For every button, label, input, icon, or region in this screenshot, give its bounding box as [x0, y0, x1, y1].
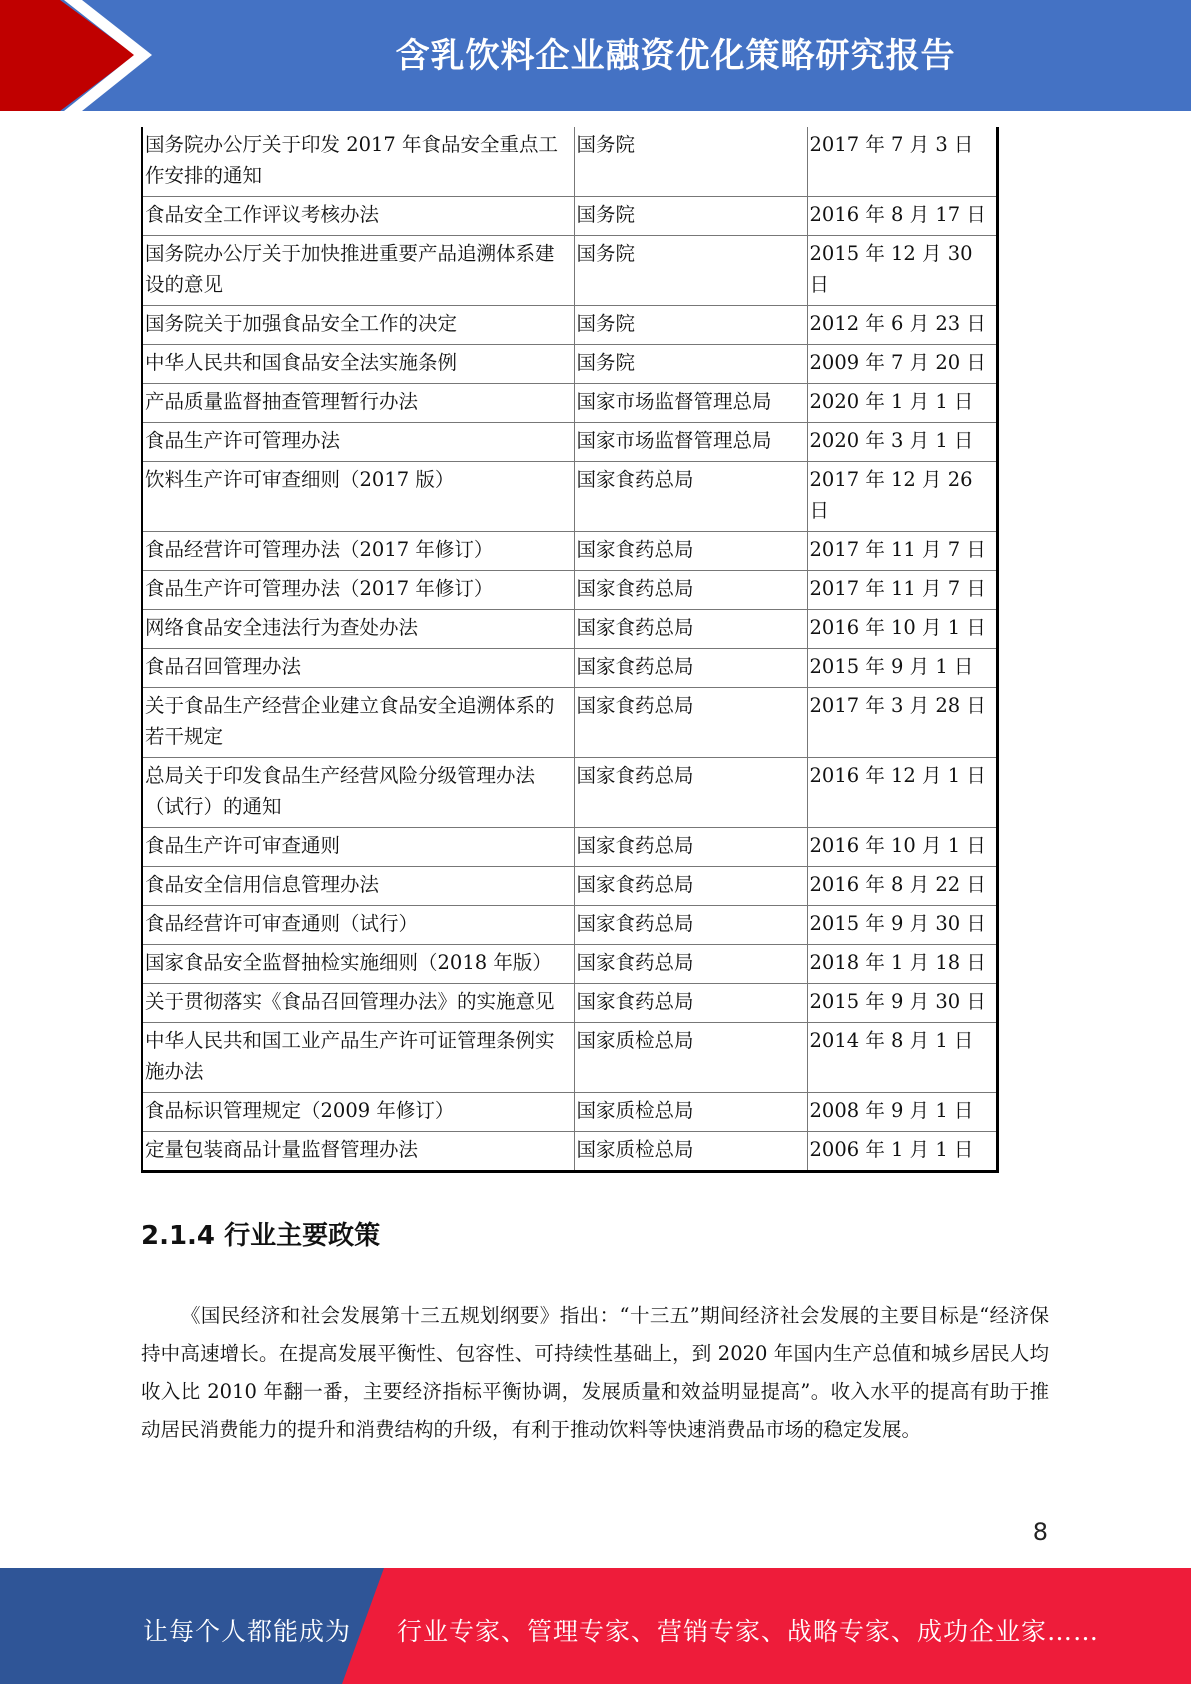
body-paragraph: 《国民经济和社会发展第十三五规划纲要》指出：“十三五”期间经济社会发展的主要目标是“经济保持中高速增长。在提高发展平衡性、包容性、可持续性基础上，到 2020 年国内生产总值和城乡居民人均收入比 2010 年翻一番，主要经济指标平衡协调，发展质量和效益明显提高”。收入水平的提高有助于推动居民消费能力的提升和消费结构的升级，有利于推动饮料等快速消费品市场的稳定发展。	[141, 1304, 1049, 1441]
issuing-authority-cell: 国家质检总局	[574, 1132, 807, 1172]
regulation-name-cell: 国务院办公厅关于印发 2017 年食品安全重点工作安排的通知	[142, 127, 574, 197]
table-row	[142, 462, 997, 532]
regulation-name-cell: 食品安全信用信息管理办法	[142, 867, 574, 906]
regulation-name-cell: 食品召回管理办法	[142, 649, 574, 688]
page-header	[0, 0, 1191, 111]
effective-date-cell: 2016 年 12 月 1 日	[807, 758, 997, 828]
issuing-authority-cell: 国家市场监督管理总局	[574, 423, 807, 462]
regulation-name-cell: 定量包装商品计量监督管理办法	[142, 1132, 574, 1172]
regulation-name-cell: 食品经营许可管理办法（2017 年修订）	[142, 532, 574, 571]
regulation-name-cell: 食品经营许可审查通则（试行）	[142, 906, 574, 945]
table-row	[142, 532, 997, 571]
table-row	[142, 758, 997, 828]
table-row	[142, 236, 997, 306]
issuing-authority-cell: 国家食药总局	[574, 462, 807, 532]
regulation-name-cell: 产品质量监督抽查管理暂行办法	[142, 384, 574, 423]
issuing-authority-cell: 国家食药总局	[574, 828, 807, 867]
effective-date-cell: 2016 年 10 月 1 日	[807, 610, 997, 649]
regulation-name-cell: 国务院关于加强食品安全工作的决定	[142, 306, 574, 345]
regulation-name-cell: 食品生产许可审查通则	[142, 828, 574, 867]
table-row	[142, 571, 997, 610]
effective-date-cell: 2015 年 9 月 1 日	[807, 649, 997, 688]
issuing-authority-cell: 国务院	[574, 127, 807, 197]
effective-date-cell: 2016 年 10 月 1 日	[807, 828, 997, 867]
regulation-name-cell: 关于贯彻落实《食品召回管理办法》的实施意见	[142, 984, 574, 1023]
table-row	[142, 688, 997, 758]
effective-date-cell: 2020 年 1 月 1 日	[807, 384, 997, 423]
report-title: 含乳饮料企业融资优化策略研究报告	[395, 36, 956, 76]
issuing-authority-cell: 国家食药总局	[574, 532, 807, 571]
table-row	[142, 345, 997, 384]
section-heading: 2.1.4 行业主要政策	[141, 1221, 381, 1251]
page-number: 8	[1032, 1518, 1048, 1546]
table-row	[142, 127, 997, 197]
footer-slogan-right: 行业专家、管理专家、营销专家、战略专家、成功企业家……	[397, 1617, 1100, 1646]
issuing-authority-cell: 国家食药总局	[574, 649, 807, 688]
issuing-authority-cell: 国家食药总局	[574, 571, 807, 610]
issuing-authority-cell: 国家食药总局	[574, 758, 807, 828]
effective-date-cell: 2015 年 12 月 30 日	[807, 236, 997, 306]
regulation-name-cell: 中华人民共和国工业产品生产许可证管理条例实施办法	[142, 1023, 574, 1093]
table-row	[142, 867, 997, 906]
footer-slogan-left: 让每个人都能成为	[143, 1617, 352, 1646]
issuing-authority-cell: 国家食药总局	[574, 867, 807, 906]
regulation-name-cell: 网络食品安全违法行为查处办法	[142, 610, 574, 649]
regulation-name-cell: 食品安全工作评议考核办法	[142, 197, 574, 236]
table-row	[142, 1093, 997, 1132]
regulation-name-cell: 关于食品生产经营企业建立食品安全追溯体系的若干规定	[142, 688, 574, 758]
issuing-authority-cell: 国务院	[574, 197, 807, 236]
page-footer	[0, 1568, 1191, 1684]
regulation-name-cell: 饮料生产许可审查细则（2017 版）	[142, 462, 574, 532]
effective-date-cell: 2016 年 8 月 22 日	[807, 867, 997, 906]
issuing-authority-cell: 国家食药总局	[574, 945, 807, 984]
regulation-name-cell: 总局关于印发食品生产经营风险分级管理办法（试行）的通知	[142, 758, 574, 828]
table-row	[142, 945, 997, 984]
issuing-authority-cell: 国家食药总局	[574, 688, 807, 758]
regulation-name-cell: 食品生产许可管理办法（2017 年修订）	[142, 571, 574, 610]
issuing-authority-cell: 国家食药总局	[574, 906, 807, 945]
effective-date-cell: 2014 年 8 月 1 日	[807, 1023, 997, 1093]
issuing-authority-cell: 国务院	[574, 345, 807, 384]
issuing-authority-cell: 国家质检总局	[574, 1023, 807, 1093]
table-row	[142, 1023, 997, 1093]
effective-date-cell: 2006 年 1 月 1 日	[807, 1132, 997, 1172]
header-arrow-icon	[0, 0, 160, 111]
effective-date-cell: 2017 年 11 月 7 日	[807, 532, 997, 571]
table-row	[142, 828, 997, 867]
effective-date-cell: 2015 年 9 月 30 日	[807, 984, 997, 1023]
effective-date-cell: 2009 年 7 月 20 日	[807, 345, 997, 384]
issuing-authority-cell: 国务院	[574, 306, 807, 345]
effective-date-cell: 2017 年 3 月 28 日	[807, 688, 997, 758]
regulation-name-cell: 食品标识管理规定（2009 年修订）	[142, 1093, 574, 1132]
regulation-name-cell: 国务院办公厅关于加快推进重要产品追溯体系建设的意见	[142, 236, 574, 306]
table-row	[142, 984, 997, 1023]
effective-date-cell: 2008 年 9 月 1 日	[807, 1093, 997, 1132]
issuing-authority-cell: 国家质检总局	[574, 1093, 807, 1132]
regulation-name-cell: 中华人民共和国食品安全法实施条例	[142, 345, 574, 384]
table-row	[142, 384, 997, 423]
issuing-authority-cell: 国家市场监督管理总局	[574, 384, 807, 423]
table-row	[142, 906, 997, 945]
regulation-name-cell: 国家食品安全监督抽检实施细则（2018 年版）	[142, 945, 574, 984]
table-row	[142, 610, 997, 649]
effective-date-cell: 2017 年 11 月 7 日	[807, 571, 997, 610]
table-row	[142, 423, 997, 462]
table-row	[142, 306, 997, 345]
regulations-table	[141, 127, 999, 1173]
table-row	[142, 649, 997, 688]
issuing-authority-cell: 国务院	[574, 236, 807, 306]
table-row	[142, 197, 997, 236]
effective-date-cell: 2017 年 12 月 26 日	[807, 462, 997, 532]
effective-date-cell: 2016 年 8 月 17 日	[807, 197, 997, 236]
effective-date-cell: 2012 年 6 月 23 日	[807, 306, 997, 345]
effective-date-cell: 2017 年 7 月 3 日	[807, 127, 997, 197]
effective-date-cell: 2020 年 3 月 1 日	[807, 423, 997, 462]
table-row	[142, 1132, 997, 1172]
effective-date-cell: 2018 年 1 月 18 日	[807, 945, 997, 984]
issuing-authority-cell: 国家食药总局	[574, 984, 807, 1023]
issuing-authority-cell: 国家食药总局	[574, 610, 807, 649]
effective-date-cell: 2015 年 9 月 30 日	[807, 906, 997, 945]
regulation-name-cell: 食品生产许可管理办法	[142, 423, 574, 462]
